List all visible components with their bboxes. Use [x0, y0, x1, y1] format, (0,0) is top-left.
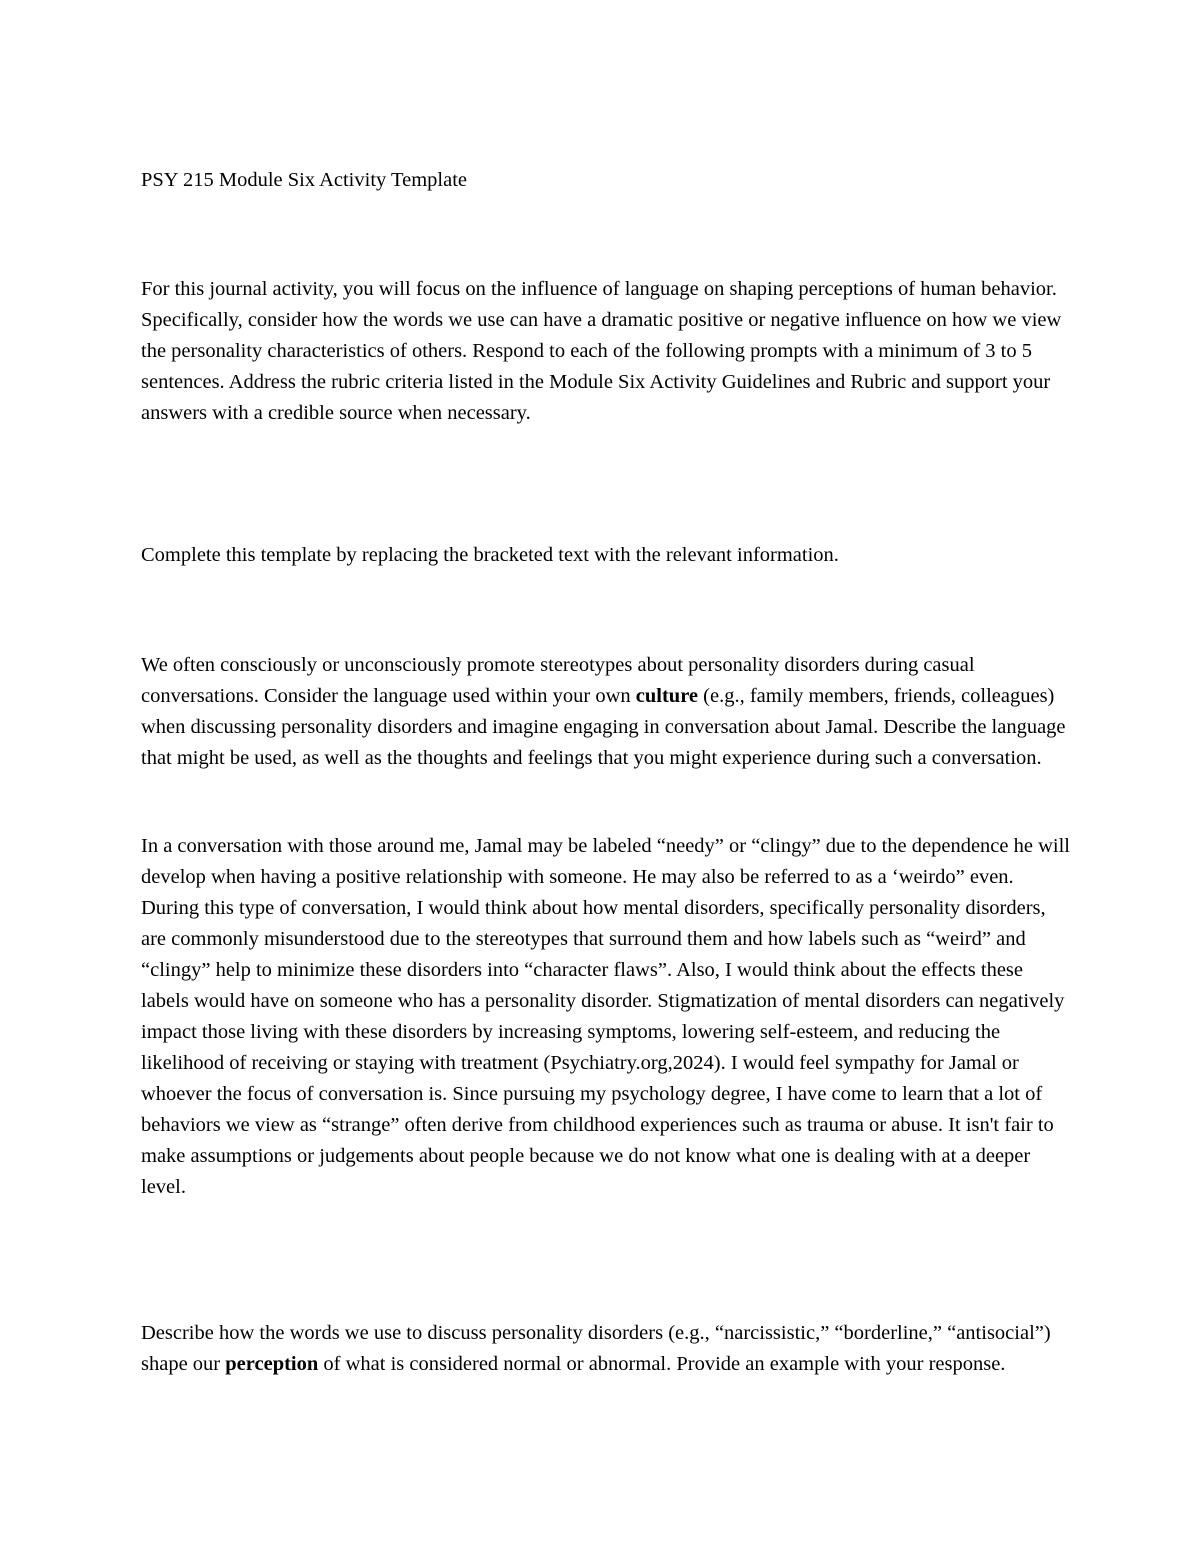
prompt-two-paragraph	[141, 1318, 1071, 1380]
document-title: PSY 215 Module Six Activity Template	[141, 169, 467, 191]
prompt-two-text-before: Describe how the words we use to discuss personality disorders (e.g., “narcissistic,” “borderline,” “antisocial”) shape our	[141, 1322, 1051, 1375]
prompt-two-text-after: of what is considered normal or abnormal. Provide an example with your response.	[318, 1353, 1006, 1375]
prompt-two-bold-term: perception	[225, 1353, 319, 1375]
response-one-paragraph: In a conversation with those around me, Jamal may be labeled “needy” or “clingy” due to the dependence he will develop when having a positive relationship with someone. He may also be referred to as a ‘weirdo” even. During this type of conversation, I would think about how mental disorders, specifically personality disorders, are commonly misunderstood due to the stereotypes that surround them and how labels such as “weird” and “clingy” help to minimize these disorders into “character flaws”. Also, I would think about the effects these labels would have on someone who has a personality disorder. Stigmatization of mental disorders can negatively impact those living with these disorders by increasing symptoms, lowering self-esteem, and reducing the likelihood of receiving or staying with treatment (Psychiatry.org,2024). I would feel sympathy for Jamal or whoever the focus of conversation is. Since pursuing my psychology degree, I have come to learn that a lot of behaviors we view as “strange” often derive from childhood experiences such as trauma or abuse. It isn't fair to make assumptions or judgements about people because we do not know what one is dealing with at a deeper level.	[141, 835, 1070, 1198]
instruction-paragraph: Complete this template by replacing the bracketed text with the relevant information.	[141, 544, 839, 566]
intro-paragraph: For this journal activity, you will focus on the influence of language on shaping perceptions of human behavior. Specifically, consider how the words we use can have a dramatic positive or negative influence on how we view the personality characteristics of others. Respond to each of the following prompts with a minimum of 3 to 5 sentences. Address the rubric criteria listed in the Module Six Activity Guidelines and Rubric and support your answers with a credible source when necessary.	[141, 278, 1062, 424]
prompt-one-bold-term: culture	[635, 685, 699, 707]
prompt-one-text-after: (e.g., family members, friends, colleagues) when discussing personality disorders and imagine engaging in conversation about Jamal. Describe the language that might be used, as well as the thoughts and feelings that you might experience during such a conversation.	[141, 685, 1066, 769]
prompt-one-paragraph	[141, 650, 1071, 774]
prompt-one-text-before: We often consciously or unconsciously promote stereotypes about personality disorders during casual conversations. Consider the language used within your own	[141, 654, 975, 707]
